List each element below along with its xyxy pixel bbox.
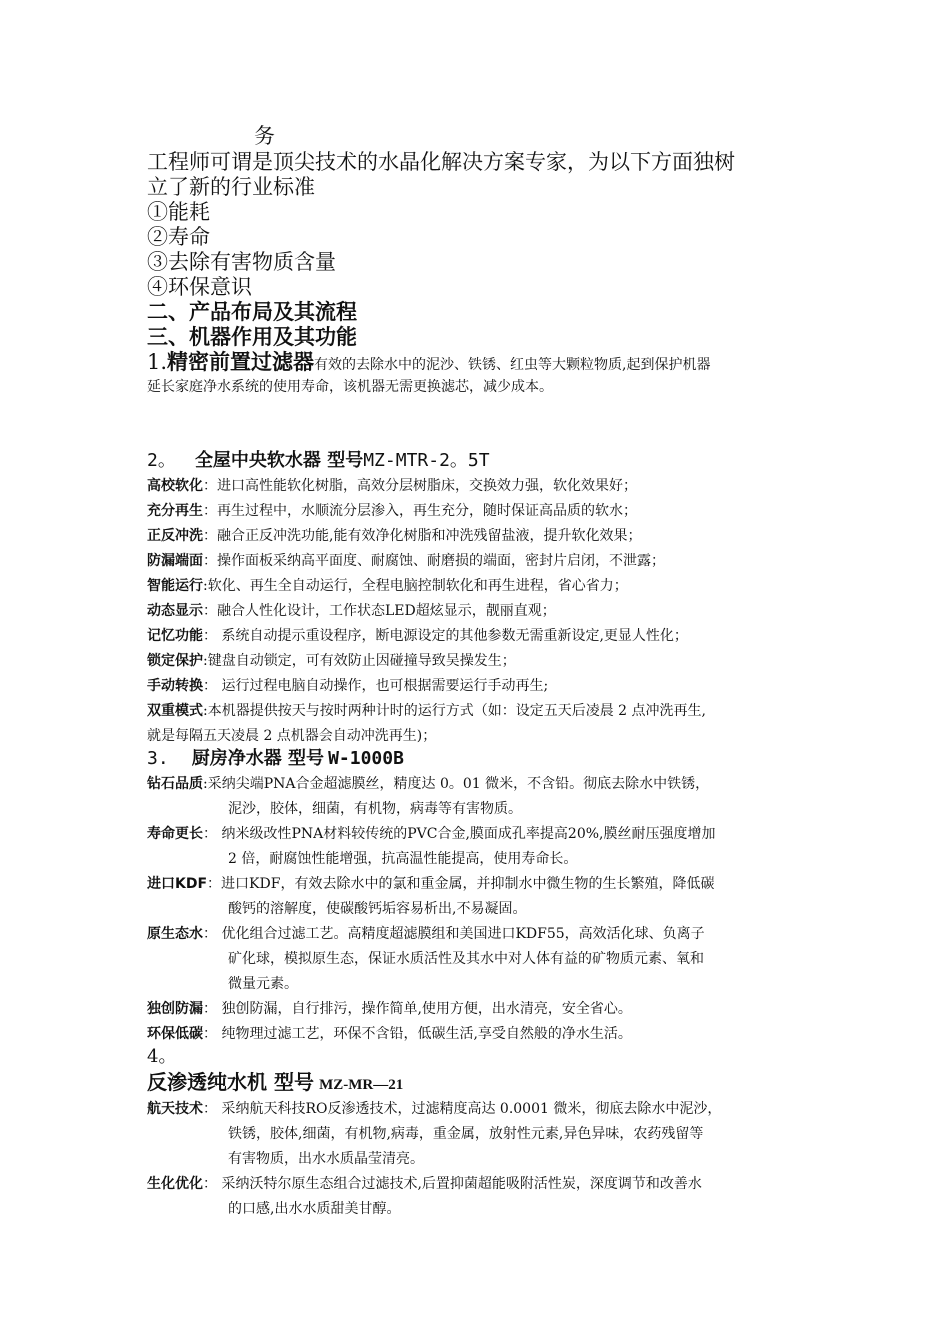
feature-row: 记忆功能： 系统自动提示重设程序，断电源设定的其他参数无需重新设定,更显人性化； — [147, 628, 688, 644]
feature-continuation: 2 倍，耐腐蚀性能增强，抗高温性能提高，使用寿命长。 — [228, 851, 578, 867]
feature-row: 高校软化：进口高性能软化树脂，高效分层树脂床，交换效力强，软化效果好； — [147, 478, 637, 494]
product-4-title: 反渗透纯水机 型号 — [147, 1070, 314, 1094]
product-1-number: 1. — [147, 350, 168, 374]
intro-line-2: 立了新的行业标准 — [147, 175, 315, 199]
list-item-lifespan: ②寿命 — [147, 225, 210, 249]
feature-row: 智能运行:软化、再生全自动运行，全程电脑控制软化和再生进程，省心省力； — [147, 578, 628, 594]
feature-continuation: 酸钙的溶解度，使碳酸钙垢容易析出,不易凝固。 — [228, 901, 527, 917]
product-2-number: 2。 — [147, 450, 176, 471]
feature-continuation: 矿化球，模拟原生态，保证水质活性及其水中对人体有益的矿物质元素、氧和 — [228, 951, 704, 967]
list-item-harmful: ③去除有害物质含量 — [147, 250, 336, 274]
intro-line-1: 工程师可谓是顶尖技术的水晶化解决方案专家，为以下方面独树 — [147, 150, 735, 174]
feature-row: 锁定保护:键盘自动锁定，可有效防止因碰撞导致吴操发生； — [147, 653, 516, 669]
feature-row: 充分再生：再生过程中，水顺流分层渗入，再生充分，随时保证高品质的软水； — [147, 503, 637, 519]
feature-row: 动态显示：融合人性化设计，工作状态LED超炫显示，靓丽直观； — [147, 603, 556, 619]
product-4-heading — [147, 1071, 403, 1094]
product-1-title: 精密前置过滤器 — [167, 349, 315, 374]
feature-row: 寿命更长： 纳米级改性PNA材料较传统的PVC合金,膜面成孔率提高20%,膜丝耐压强度增加 — [147, 826, 716, 842]
feature-row: 钻石品质:采纳尖端PNA合金超滤膜丝，精度达 0。01 微米，不含铅。彻底去除水中铁锈， — [147, 776, 710, 792]
product-1-line-1 — [147, 350, 711, 377]
section-heading-3: 三、机器作用及其功能 — [147, 324, 357, 349]
feature-row: 双重模式:本机器提供按天与按时两种计时的运行方式（如：设定五天后凌晨 2 点冲洗再生, — [147, 703, 706, 719]
product-2-heading — [147, 450, 490, 472]
feature-row: 航天技术： 采纳航天科技RO反渗透技术，过滤精度高达 0.0001 微米，彻底去除水中泥沙， — [147, 1101, 722, 1117]
fragment-text: 务 — [254, 124, 275, 148]
product-1-text-2: 延长家庭净水系统的使用寿命，该机器无需更换滤芯，减少成本。 — [147, 379, 553, 395]
product-3-heading — [147, 748, 404, 770]
product-3-title: 厨房净水器 型号 — [191, 748, 325, 769]
feature-row: 生化优化： 采纳沃特尔原生态组合过滤技术,后置抑菌超能吸附活性炭，深度调节和改善水 — [147, 1176, 702, 1192]
product-2-title: 全屋中央软水器 型号 — [194, 450, 364, 471]
product-3-model: W-1000B — [328, 748, 404, 769]
product-4-number: 4。 — [147, 1046, 177, 1067]
product-1-text-1: 有效的去除水中的泥沙、铁锈、红虫等大颗粒物质,起到保护机器 — [314, 357, 711, 373]
product-2-model: MZ-MTR-2。5T — [363, 450, 490, 471]
feature-row: 手动转换： 运行过程电脑自动操作，也可根据需要运行手动再生; — [147, 678, 549, 694]
feature-continuation: 微量元素。 — [228, 976, 298, 992]
feature-continuation: 泥沙，胶体，细菌，有机物，病毒等有害物质。 — [228, 801, 522, 817]
feature-continuation: 有害物质，出水水质晶莹清亮。 — [228, 1151, 424, 1167]
feature-row: 原生态水： 优化组合过滤工艺。高精度超滤膜组和美国进口KDF55，高效活化球、负离子 — [147, 926, 705, 942]
feature-row: 防漏端面：操作面板采纳高平面度、耐腐蚀、耐磨损的端面，密封片启闭，不泄露； — [147, 553, 665, 569]
list-item-eco: ④环保意识 — [147, 275, 252, 299]
feature-continuation: 铁锈，胶体,细菌，有机物,病毒，重金属，放射性元素,异色异味，农药残留等 — [228, 1126, 704, 1142]
product-3-number: 3. — [147, 748, 169, 769]
feature-row: 进口KDF：进口KDF，有效去除水中的氯和重金属，并抑制水中微生物的生长繁殖，降低碳 — [147, 876, 715, 892]
list-item-energy: ①能耗 — [147, 200, 210, 224]
feature-row: 独创防漏： 独创防漏，自行排污，操作简单,使用方便，出水清亮，安全省心。 — [147, 1001, 632, 1017]
section-heading-2: 二、产品布局及其流程 — [147, 299, 357, 324]
product-4-model: MZ-MR—21 — [319, 1077, 404, 1093]
feature-continuation: 的口感,出水水质甜美甘醇。 — [228, 1201, 401, 1217]
feature-row: 正反冲洗：融合正反冲洗功能,能有效净化树脂和冲洗残留盐液，提升软化效果； — [147, 528, 642, 544]
feature-row: 环保低碳： 纯物理过滤工艺，环保不含铅，低碳生活,享受自然般的净水生活。 — [147, 1026, 632, 1042]
feature-continuation: 就是每隔五天凌晨 2 点机器会自动冲洗再生)； — [147, 728, 437, 744]
